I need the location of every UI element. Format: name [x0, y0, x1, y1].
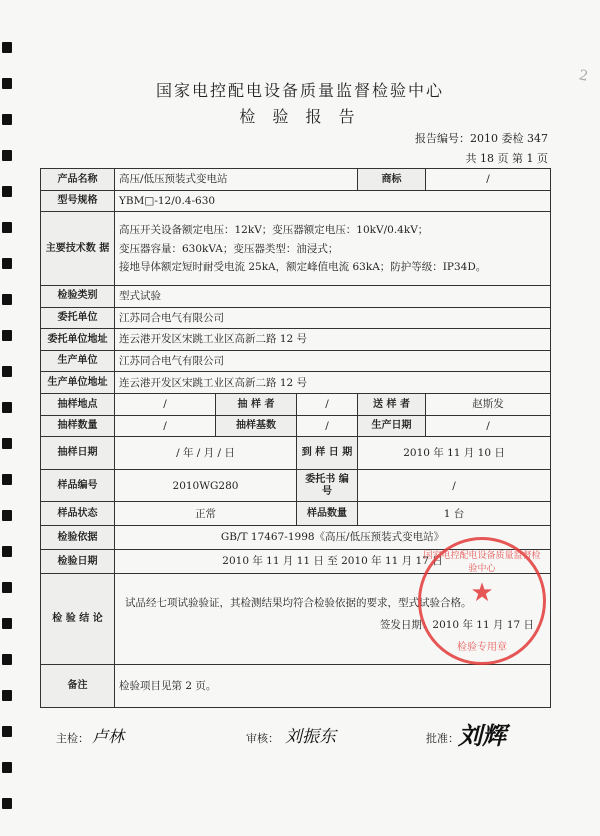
binding-hole [2, 762, 12, 773]
binding-hole [2, 654, 12, 665]
table-row [41, 415, 551, 437]
client-label: 委托单位 [41, 307, 115, 329]
arrival-date-value: 2010 年 11 月 10 日 [358, 437, 551, 469]
sampler-label: 抽 样 者 [216, 394, 297, 416]
sampling-base-label: 抽样基数 [216, 415, 297, 437]
sample-state-label: 样品状态 [41, 502, 115, 526]
seal-ring-text: 国家电控配电设备质量监督检验中心 [423, 551, 541, 574]
report-number: 报告编号：2010 委检 347 [415, 132, 548, 145]
remarks-label: 备注 [41, 664, 115, 707]
sample-count-label: 抽样数量 [41, 415, 115, 437]
table-row [41, 502, 551, 526]
binding-hole [2, 330, 12, 341]
conclusion-text: 试品经七项试验验证，其检测结果均符合检验依据的要求，型式试验合格。 [125, 596, 472, 609]
official-seal [418, 537, 546, 665]
table-row [41, 169, 551, 191]
sampling-date-label: 抽样日期 [41, 437, 115, 469]
binding-hole [2, 402, 12, 413]
binding-hole [2, 222, 12, 233]
sample-no-label: 样品编号 [41, 469, 115, 501]
binding-hole [2, 474, 12, 485]
table-row [41, 437, 551, 469]
sender-label: 送 样 者 [358, 394, 426, 416]
reviewer-signature: 刘振东 [285, 727, 336, 747]
arrival-date-label: 到 样 日 期 [297, 437, 358, 469]
test-type-label: 检验类别 [41, 285, 115, 307]
manufacturer-label: 生产单位 [41, 350, 115, 372]
corner-mark: 2 [577, 67, 590, 85]
tech-line: 变压器容量：630kVA；变压器类型：油浸式； [119, 242, 339, 255]
manufacturer-address-label: 生产单位地址 [41, 372, 115, 394]
binding-hole [2, 258, 12, 269]
binding-hole [2, 546, 12, 557]
tech-line: 高压开关设备额定电压：12kV；变压器额定电压：10kV/0.4kV； [119, 224, 429, 237]
model-label: 型号规格 [41, 190, 115, 212]
table-row [41, 664, 551, 707]
trademark-label: 商标 [358, 169, 426, 191]
table-row [41, 212, 551, 286]
approver-signature: 刘辉 [458, 721, 506, 750]
client-address-label: 委托单位地址 [41, 329, 115, 351]
binding-hole [2, 726, 12, 737]
test-date-value: 2010 年 11 月 11 日 至 2010 年 11 月 17 日 [115, 549, 551, 573]
binding-hole [2, 798, 12, 809]
issuing-center: 国家电控配电设备质量监督检验中心 [155, 81, 444, 100]
seal-star-icon: ★ [470, 578, 494, 608]
table-row [41, 469, 551, 501]
client-address-value: 连云港开发区宋跳工业区高新二路 12 号 [115, 329, 551, 351]
binding-hole [2, 294, 12, 305]
client-value: 江苏同合电气有限公司 [115, 307, 551, 329]
reviewer-label: 审核： [246, 732, 279, 745]
table-row [41, 307, 551, 329]
sampler-value: / [297, 394, 358, 416]
basis-value: GB/T 17467-1998《高压/低压预装式变电站》 [115, 526, 551, 550]
conclusion-label: 检 验 结 论 [41, 573, 115, 664]
sampling-base-value: / [297, 415, 358, 437]
tech-data-value [115, 212, 551, 286]
trademark-value: / [426, 169, 551, 191]
table-row [41, 285, 551, 307]
issue-date: 签发日期：2010 年 11 月 17 日 [379, 618, 535, 631]
table-row [41, 394, 551, 416]
production-date-label: 生产日期 [358, 415, 426, 437]
basis-label: 检验依据 [41, 526, 115, 550]
sample-qty-value: 1 台 [358, 502, 551, 526]
sample-no-value: 2010WG280 [115, 469, 297, 501]
test-date-label: 检验日期 [41, 549, 115, 573]
binding-hole [2, 150, 12, 161]
test-type-value: 型式试验 [115, 285, 551, 307]
production-date-value: / [426, 415, 551, 437]
page-count: 共 18 页 第 1 页 [465, 152, 548, 165]
binding-hole [2, 510, 12, 521]
chief-inspector-label: 主检： [56, 732, 89, 745]
sampling-place-label: 抽样地点 [41, 394, 115, 416]
tech-line: 接地导体额定短时耐受电流 25kA，额定峰值电流 63kA；防护等级：IP34D。 [119, 260, 487, 273]
seal-use-text: 检验专用章 [457, 642, 507, 653]
remarks-value: 检验项目见第 2 页。 [115, 664, 551, 707]
sender-value: 赵斯发 [426, 394, 551, 416]
table-row [41, 350, 551, 372]
sample-state-value: 正常 [115, 502, 297, 526]
binding-hole [2, 42, 12, 53]
manufacturer-address-value: 连云港开发区宋跳工业区高新二路 12 号 [115, 372, 551, 394]
commission-no-label: 委托书 编 号 [297, 469, 358, 501]
binding-hole [2, 618, 12, 629]
product-name-label: 产品名称 [41, 169, 115, 191]
table-row [41, 329, 551, 351]
model-value: YBM□-12/0.4-630 [115, 190, 551, 212]
binding-hole [2, 186, 12, 197]
binding-hole [2, 366, 12, 377]
chief-inspector-signature: 卢林 [92, 727, 125, 746]
table-row [41, 190, 551, 212]
sample-qty-label: 样品数量 [297, 502, 358, 526]
product-name-value: 高压/低压预装式变电站 [115, 169, 358, 191]
tech-data-label: 主要技术数 据 [41, 212, 115, 286]
binding-hole [2, 690, 12, 701]
table-row [41, 372, 551, 394]
manufacturer-value: 江苏同合电气有限公司 [115, 350, 551, 372]
binding-hole [2, 582, 12, 593]
sampling-date-value: / 年 / 月 / 日 [115, 437, 297, 469]
sample-count-value: / [115, 415, 216, 437]
sampling-place-value: / [115, 394, 216, 416]
commission-no-value: / [358, 469, 551, 501]
binding-hole [2, 438, 12, 449]
report-title: 检 验 报 告 [239, 107, 361, 126]
approver-label: 批准： [426, 732, 459, 745]
